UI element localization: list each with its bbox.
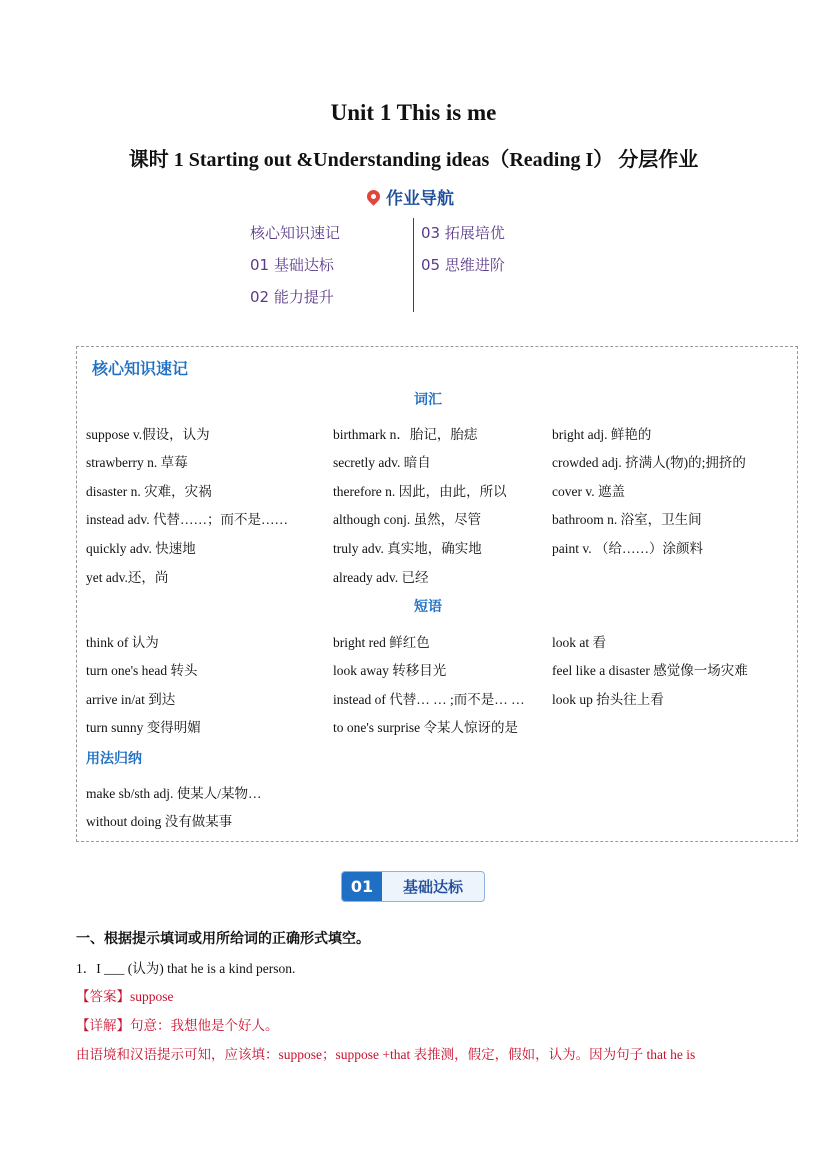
vocab-item: quickly adv. 快速地 xyxy=(86,541,196,556)
vocab-item: bright adj. 鲜艳的 xyxy=(552,427,652,442)
page-subtitle: 课时 1 Starting out &Understanding ideas（Reading I） 分层作业 xyxy=(128,149,699,171)
phrase-item: look away 转移目光 xyxy=(333,663,447,678)
usage-label: 用法归纳 xyxy=(86,751,142,767)
phrase-label: 短语 xyxy=(414,599,442,615)
vocab-item: suppose v.假设，认为 xyxy=(86,427,210,442)
vocab-item: paint v. （给……）涂颜料 xyxy=(552,541,703,556)
vocab-item: secretly adv. 暗自 xyxy=(333,455,431,470)
vocab-item: crowded adj. 挤满人(物)的;拥挤的 xyxy=(552,455,746,470)
nav-link-extension[interactable]: 03 拓展培优 xyxy=(421,224,505,242)
nav-divider xyxy=(413,218,414,312)
nav-link-core-knowledge[interactable]: 核心知识速记 xyxy=(250,224,341,242)
vocab-item: truly adv. 真实地，确实地 xyxy=(333,541,482,556)
phrase-item: look up 抬头往上看 xyxy=(552,692,664,707)
phrase-item: think of 认为 xyxy=(86,635,159,650)
section-badge-number: 01 xyxy=(342,872,382,901)
answer-tag: 【答案】 xyxy=(76,989,130,1004)
vocab-item: birthmark n．胎记，胎痣 xyxy=(333,427,478,442)
knowledge-box xyxy=(76,346,798,842)
usage-item: without doing 没有做某事 xyxy=(86,814,233,829)
nav-heading xyxy=(367,184,454,209)
vocab-item: therefore n. 因此，由此，所以 xyxy=(333,484,507,499)
vocab-item: disaster n. 灾难，灾祸 xyxy=(86,484,212,499)
nav-heading-label: 作业导航 xyxy=(386,189,454,209)
detail-line xyxy=(76,1014,279,1034)
vocab-item: bathroom n. 浴室，卫生间 xyxy=(552,512,702,527)
phrase-item: feel like a disaster 感觉像一场灾难 xyxy=(552,663,748,678)
exercise-instruction: 一、根据提示填词或用所给词的正确形式填空。 xyxy=(76,931,370,947)
phrase-item: look at 看 xyxy=(552,635,606,650)
nav-link-basic[interactable]: 01 基础达标 xyxy=(250,256,334,274)
explanation-text: 由语境和汉语提示可知，应该填：suppose；suppose +that 表推测，假定，假如，认为。因为句子 that he is xyxy=(76,1047,696,1062)
phrase-item: bright red 鲜红色 xyxy=(333,635,430,650)
section-badge-text: 基础达标 xyxy=(402,878,463,896)
answer-value: suppose xyxy=(130,989,174,1004)
section-badge xyxy=(341,871,485,902)
vocab-item: strawberry n. 草莓 xyxy=(86,455,188,470)
question-text: 1．I ___ (认为) that he is a kind person. xyxy=(76,961,296,976)
vocab-item: cover v. 遮盖 xyxy=(552,484,625,499)
phrase-item: turn one's head 转头 xyxy=(86,663,198,678)
vocab-item: yet adv.还，尚 xyxy=(86,570,169,585)
detail-value: 句意：我想他是个好人。 xyxy=(130,1018,279,1033)
page-title: Unit 1 This is me xyxy=(330,100,497,125)
vocab-item: although conj. 虽然，尽管 xyxy=(333,512,482,527)
phrase-item: turn sunny 变得明媚 xyxy=(86,720,201,735)
knowledge-heading: 核心知识速记 xyxy=(92,359,189,378)
nav-link-thinking[interactable]: 05 思维进阶 xyxy=(421,256,505,274)
vocab-label: 词汇 xyxy=(414,392,442,408)
location-pin-icon xyxy=(364,187,382,205)
phrase-item: to one's surprise 令某人惊讶的是 xyxy=(333,720,519,735)
phrase-item: arrive in/at 到达 xyxy=(86,692,176,707)
detail-tag: 【详解】 xyxy=(76,1018,130,1033)
vocab-item: already adv. 已经 xyxy=(333,570,429,585)
usage-item: make sb/sth adj. 使某人/某物… xyxy=(86,786,262,801)
phrase-item: instead of 代替… … ;而不是… … xyxy=(333,692,525,707)
answer-line xyxy=(76,985,174,1005)
vocab-item: instead adv. 代替……；而不是…… xyxy=(86,512,288,527)
nav-link-ability[interactable]: 02 能力提升 xyxy=(250,288,334,306)
